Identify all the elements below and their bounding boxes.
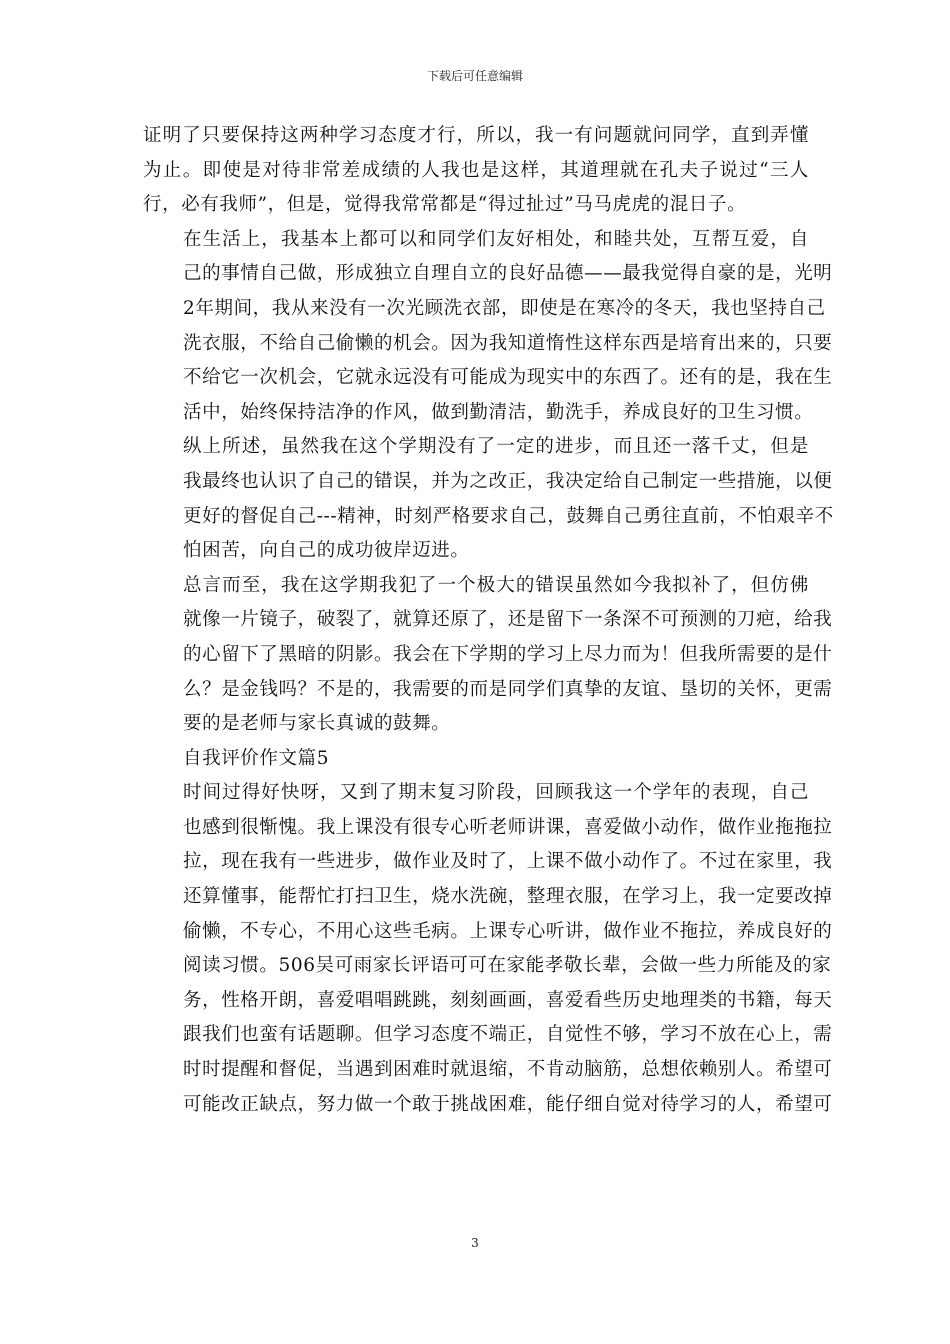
text-line: 时间过得好快呀，又到了期末复习阶段，回顾我这一个学年的表现，自己 [183, 782, 809, 804]
text-line: 我最终也认识了自己的错误，并为之改正，我决定给自己制定一些措施，以便 [183, 470, 833, 492]
paragraph [143, 569, 833, 742]
text-line: 就像一片镜子，破裂了，就算还原了，还是留下一条深不可预测的刀疤，给我 [183, 609, 833, 631]
page-number: 3 [471, 1236, 479, 1250]
paragraph [143, 430, 834, 568]
text-line: 自我评价作文篇5 [183, 747, 330, 769]
text-line: 阅读习惯。506吴可雨家长评语可可在家能孝敬长辈，会做一些力所能及的家 [183, 955, 832, 977]
paragraph [143, 119, 809, 223]
page-header: 下载后可任意编辑 [426, 69, 523, 83]
text-line: 在生活上，我基本上都可以和同学们友好相处，和睦共处，互帮互爱，自 [183, 228, 809, 250]
text-line: 更好的督促自己---精神，时刻严格要求自己，鼓舞自己勇往直前，不怕艰辛不 [183, 505, 834, 527]
text-line: 怕困苦，向自己的成功彼岸迈进。 [183, 540, 470, 562]
text-line: 己的事情自己做，形成独立自理自立的良好品德——最我觉得自豪的是，光明 [183, 263, 833, 285]
text-line: 洗衣服，不给自己偷懒的机会。因为我知道惰性这样东西是培育出来的，只要 [183, 332, 833, 354]
text-line: 也感到很惭愧。我上课没有很专心听老师讲课，喜爱做小动作，做作业拖拖拉 [183, 816, 833, 838]
text-line: 务，性格开朗，喜爱唱唱跳跳，刻刻画画，喜爱看些历史地理类的书籍，每天 [183, 989, 833, 1011]
paragraph [143, 776, 833, 1122]
text-line: 2年期间，我从来没有一次光顾洗衣部，即使是在寒冷的冬天，我也坚持自己 [183, 297, 826, 319]
text-line: 时时提醒和督促，当遇到困难时就退缩，不肯动脑筋，总想依赖别人。希望可 [183, 1059, 833, 1081]
text-line: 总言而至，我在这学期我犯了一个极大的错误虽然如今我拟补了，但仿佛 [183, 574, 809, 596]
text-line: 纵上所述，虽然我在这个学期没有了一定的进步，而且还一落千丈，但是 [183, 436, 809, 458]
text-line: 不给它一次机会，它就永远没有可能成为现实中的东西了。还有的是，我在生 [183, 367, 833, 389]
text-line: 证明了只要保持这两种学习态度才行，所以，我一有问题就问同学，直到弄懂 [143, 125, 809, 146]
document-body [143, 119, 834, 1122]
text-line: 的心留下了黑暗的阴影。我会在下学期的学习上尽力而为！但我所需要的是什 [183, 643, 833, 665]
text-line: 拉，现在我有一些进步，做作业及时了，上课不做小动作了。不过在家里，我 [183, 851, 833, 873]
paragraph [143, 742, 809, 777]
text-line: 跟我们也蛮有话题聊。但学习态度不端正，自觉性不够，学习不放在心上，需 [183, 1024, 833, 1046]
text-line: 么？是金钱吗？不是的，我需要的而是同学们真挚的友谊、垦切的关怀，更需 [183, 678, 833, 700]
paragraph [143, 223, 833, 431]
text-line: 还算懂事，能帮忙打扫卫生，烧水洗碗，整理衣服，在学习上，我一定要改掉 [183, 886, 833, 908]
text-line: 要的是老师与家长真诚的鼓舞。 [183, 713, 451, 735]
text-line: 偷懒，不专心，不用心这些毛病。上课专心听讲，做作业不拖拉，养成良好的 [183, 920, 833, 942]
text-line: 可能改正缺点，努力做一个敢于挑战困难，能仔细自觉对待学习的人，希望可 [183, 1093, 833, 1115]
text-line: 活中，始终保持洁净的作风，做到勤清洁，勤洗手，养成良好的卫生习惯。 [183, 401, 814, 423]
text-line: 行，必有我师”，但是，觉得我常常都是“得过扯过”马马虎虎的混日子。 [143, 194, 747, 216]
text-line: 为止。即使是对待非常差成绩的人我也是这样，其道理就在孔夫子说过“三人 [143, 159, 809, 181]
